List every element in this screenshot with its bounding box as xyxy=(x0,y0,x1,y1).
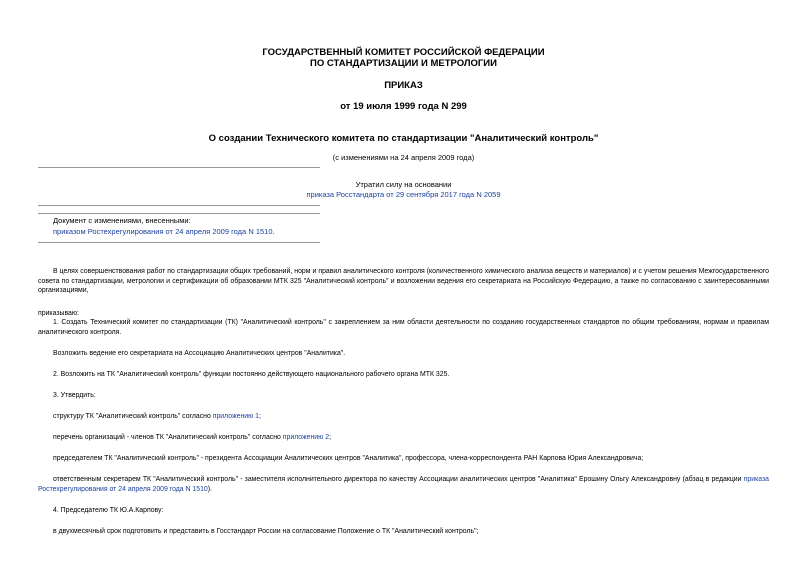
appendix-2-link[interactable]: приложению 2 xyxy=(282,434,330,441)
lost-force-link[interactable]: приказа Росстандарта от 29 сентября 2017 года N 2059 xyxy=(306,190,501,199)
paragraph-3b-tail: ; xyxy=(329,434,331,441)
intro-paragraph: В целях совершенствования работ по стандартизации общих требований, норм и правил аналитического контроля (количественного химического анализа веществ и материалов) и с учетом решения Межгосударственного совета по стандартизации, метрологии и сертификации об образовании МТК 325 "Аналитический контроль" и возложении ведения его секретариата на Российскую Федерацию, а также по согласованию с заинтересованными организациями, xyxy=(38,268,769,294)
paragraph-3c: председателем ТК "Аналитический контроль" - президента Ассоциации Аналитических центров "Аналитика", профессора, члена-корреспондента РАН Карпова Юрия Александровича; xyxy=(53,455,644,462)
divider xyxy=(38,167,320,168)
paragraph-3d xyxy=(38,475,769,494)
changes-link-tail: . xyxy=(272,227,275,236)
lost-force-text: Утратил силу на основании xyxy=(355,180,452,189)
paragraph-4a: в двухмесячный срок подготовить и представить в Госстандарт России на согласование Положение о ТК "Аналитический контроль"; xyxy=(53,528,479,535)
paragraph-3a-text: структуру ТК "Аналитический контроль" согласно xyxy=(53,413,213,420)
paragraph-3b xyxy=(53,433,331,443)
appendix-1-link[interactable]: приложению 1 xyxy=(212,413,260,420)
paragraph-1b: Возложить ведение его секретариата на Ассоциацию Аналитических центров "Аналитика". xyxy=(53,350,346,357)
changes-link[interactable]: приказом Ростехрегулирования от 24 апреля 2009 года N 1510 xyxy=(53,227,273,236)
doc-date-number: от 19 июля 1999 года N 299 xyxy=(340,101,467,112)
paragraph-4: 4. Председателю ТК Ю.А.Карпову: xyxy=(53,507,164,514)
changes-line xyxy=(53,227,275,237)
amendments-note: (с изменениями на 24 апреля 2009 года) xyxy=(332,153,475,162)
doc-title: О создании Технического комитета по стандартизации "Аналитический контроль" xyxy=(208,133,599,144)
paragraph-3a xyxy=(53,412,261,422)
org-name-line1: ГОСУДАРСТВЕННЫЙ КОМИТЕТ РОССИЙСКОЙ ФЕДЕРАЦИИ xyxy=(262,47,545,58)
paragraph-3d-tail: ). xyxy=(207,485,212,493)
paragraph-2: 2. Возложить на ТК "Аналитический контроль" функции постоянно действующего национального рабочего органа МТК 325. xyxy=(53,371,450,378)
paragraph-3b-text: перечень организаций - членов ТК "Аналитический контроль" согласно xyxy=(53,434,283,441)
paragraph-3d-text: ответственным секретарем ТК "Аналитический контроль" - заместителя исполнительного директора по качеству Ассоциации аналитических центров "Аналитика" Ерошину Ольгу Александровну (абзац в редакции xyxy=(53,476,744,483)
divider xyxy=(38,213,320,214)
divider xyxy=(38,205,320,206)
paragraph-1: 1. Создать Технический комитет по стандартизации (ТК) "Аналитический контроль" с закреплением за ним области деятельности по созданию государственных стандартов по общим требованиям, нормам и правилам аналитического контроля. xyxy=(38,319,769,336)
doc-type: ПРИКАЗ xyxy=(384,80,423,91)
amendment-order-link[interactable]: приказа Ростехрегулирования от 24 апреля 2009 года N 1510 xyxy=(38,476,769,493)
org-name-line2: ПО СТАНДАРТИЗАЦИИ И МЕТРОЛОГИИ xyxy=(310,58,497,69)
paragraph-3: 3. Утвердить: xyxy=(53,392,96,399)
order-word: приказываю: xyxy=(38,310,79,317)
divider xyxy=(38,242,320,243)
changes-label: Документ с изменениями, внесенными: xyxy=(53,216,191,225)
paragraph-3a-tail: ; xyxy=(259,413,261,420)
